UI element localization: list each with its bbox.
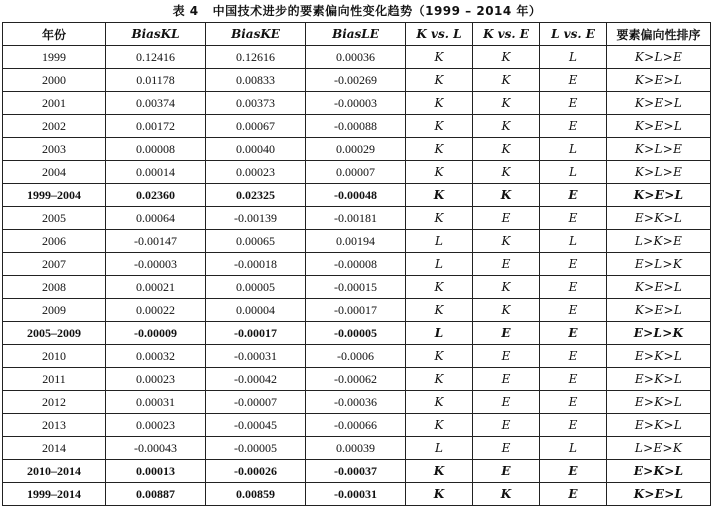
cell-bias-kl: -0.00043 [106,437,206,460]
table-row [3,368,711,391]
table-caption [0,0,714,22]
cell-k-vs-e: E [473,414,540,437]
table-row [3,161,711,184]
cell-l-vs-e: L [540,437,607,460]
cell-k-vs-e: E [473,368,540,391]
cell-bias-le: -0.0006 [306,345,406,368]
cell-k-vs-e: K [473,115,540,138]
cell-l-vs-e: E [540,184,607,207]
cell-bias-ke: -0.00045 [206,414,306,437]
cell-k-vs-e: K [473,276,540,299]
cell-rank: K>E>L [607,483,711,506]
cell-bias-kl: 0.00008 [106,138,206,161]
cell-bias-ke: -0.00018 [206,253,306,276]
cell-year: 1999–2004 [3,184,106,207]
cell-bias-ke: 0.00005 [206,276,306,299]
cell-k-vs-e: E [473,253,540,276]
cell-bias-kl: 0.00032 [106,345,206,368]
cell-bias-le: -0.00066 [306,414,406,437]
cell-l-vs-e: E [540,483,607,506]
cell-k-vs-e: K [473,230,540,253]
cell-rank: E>K>L [607,207,711,230]
table-row [3,138,711,161]
cell-k-vs-l: K [406,161,473,184]
cell-year: 1999 [3,46,106,69]
cell-bias-le: -0.00031 [306,483,406,506]
cell-k-vs-l: K [406,138,473,161]
table-row [3,92,711,115]
cell-bias-le: -0.00088 [306,115,406,138]
cell-year: 2010–2014 [3,460,106,483]
cell-k-vs-e: E [473,460,540,483]
cell-k-vs-l: L [406,253,473,276]
table-row [3,460,711,483]
cell-rank: K>E>L [607,276,711,299]
cell-k-vs-e: E [473,391,540,414]
cell-bias-le: -0.00005 [306,322,406,345]
cell-l-vs-e: L [540,230,607,253]
cell-k-vs-e: K [473,46,540,69]
cell-year: 2006 [3,230,106,253]
cell-bias-ke: 0.02325 [206,184,306,207]
cell-bias-le: 0.00039 [306,437,406,460]
cell-k-vs-e: K [473,161,540,184]
cell-bias-kl: 0.00064 [106,207,206,230]
cell-bias-kl: -0.00147 [106,230,206,253]
cell-l-vs-e: E [540,253,607,276]
cell-k-vs-l: K [406,414,473,437]
cell-rank: E>L>K [607,253,711,276]
cell-bias-kl: 0.00022 [106,299,206,322]
cell-bias-le: -0.00036 [306,391,406,414]
table-row [3,69,711,92]
cell-year: 2007 [3,253,106,276]
cell-k-vs-l: K [406,46,473,69]
cell-k-vs-l: K [406,460,473,483]
cell-bias-ke: -0.00017 [206,322,306,345]
cell-bias-kl: 0.00031 [106,391,206,414]
cell-year: 1999–2014 [3,483,106,506]
cell-l-vs-e: E [540,391,607,414]
table-row [3,46,711,69]
table-number: 表 4 [172,4,199,18]
table-row [3,276,711,299]
cell-rank: L>K>E [607,230,711,253]
cell-bias-kl: 0.00021 [106,276,206,299]
cell-k-vs-l: K [406,345,473,368]
cell-l-vs-e: E [540,368,607,391]
cell-l-vs-e: E [540,299,607,322]
table-row [3,391,711,414]
cell-rank: K>E>L [607,69,711,92]
cell-year: 2010 [3,345,106,368]
cell-bias-le: -0.00269 [306,69,406,92]
cell-bias-le: 0.00036 [306,46,406,69]
cell-bias-le: -0.00008 [306,253,406,276]
cell-bias-kl: 0.00013 [106,460,206,483]
cell-k-vs-e: K [473,138,540,161]
cell-bias-le: 0.00194 [306,230,406,253]
cell-bias-ke: 0.00065 [206,230,306,253]
cell-rank: K>E>L [607,115,711,138]
cell-bias-kl: 0.00023 [106,368,206,391]
table-row [3,230,711,253]
cell-k-vs-e: K [473,184,540,207]
cell-rank: K>L>E [607,46,711,69]
cell-rank: K>L>E [607,138,711,161]
cell-bias-kl: 0.02360 [106,184,206,207]
cell-bias-kl: 0.00887 [106,483,206,506]
table-row [3,299,711,322]
cell-k-vs-l: K [406,299,473,322]
cell-k-vs-e: E [473,345,540,368]
header-l-vs-e: L vs. E [540,23,607,46]
cell-rank: E>K>L [607,368,711,391]
cell-bias-ke: -0.00005 [206,437,306,460]
cell-bias-kl: 0.00023 [106,414,206,437]
cell-k-vs-l: K [406,69,473,92]
table-row [3,345,711,368]
cell-bias-ke: 0.00040 [206,138,306,161]
cell-bias-ke: 0.00023 [206,161,306,184]
cell-year: 2008 [3,276,106,299]
table-title: 中国技术进步的要素偏向性变化趋势（1999 – 2014 年） [212,4,542,18]
cell-rank: E>K>L [607,414,711,437]
cell-bias-ke: 0.00004 [206,299,306,322]
cell-bias-ke: 0.12616 [206,46,306,69]
header-bias-kl: BiasKL [106,23,206,46]
cell-k-vs-l: K [406,483,473,506]
table-row [3,483,711,506]
cell-bias-le: 0.00029 [306,138,406,161]
header-bias-le: BiasLE [306,23,406,46]
cell-k-vs-e: K [473,299,540,322]
cell-bias-ke: 0.00859 [206,483,306,506]
cell-k-vs-l: K [406,92,473,115]
header-bias-ke: BiasKE [206,23,306,46]
cell-year: 2012 [3,391,106,414]
cell-year: 2004 [3,161,106,184]
cell-rank: E>K>L [607,345,711,368]
cell-bias-le: -0.00015 [306,276,406,299]
cell-bias-ke: -0.00139 [206,207,306,230]
header-k-vs-e: K vs. E [473,23,540,46]
cell-year: 2000 [3,69,106,92]
cell-k-vs-e: K [473,92,540,115]
cell-k-vs-l: K [406,207,473,230]
cell-bias-le: -0.00062 [306,368,406,391]
cell-k-vs-l: K [406,184,473,207]
cell-bias-ke: -0.00031 [206,345,306,368]
cell-bias-kl: 0.12416 [106,46,206,69]
cell-year: 2005 [3,207,106,230]
table-row [3,184,711,207]
cell-k-vs-e: K [473,483,540,506]
cell-bias-ke: 0.00373 [206,92,306,115]
cell-year: 2011 [3,368,106,391]
cell-year: 2013 [3,414,106,437]
cell-k-vs-l: K [406,276,473,299]
cell-bias-le: -0.00181 [306,207,406,230]
table-row [3,253,711,276]
cell-bias-le: -0.00048 [306,184,406,207]
cell-k-vs-l: K [406,115,473,138]
cell-l-vs-e: E [540,92,607,115]
cell-l-vs-e: E [540,276,607,299]
cell-rank: K>L>E [607,161,711,184]
cell-rank: L>E>K [607,437,711,460]
cell-k-vs-l: L [406,322,473,345]
cell-year: 2002 [3,115,106,138]
cell-rank: K>E>L [607,299,711,322]
cell-k-vs-e: E [473,322,540,345]
table-row [3,437,711,460]
cell-year: 2003 [3,138,106,161]
header-row [3,23,711,46]
header-rank: 要素偏向性排序 [607,23,711,46]
cell-bias-kl: -0.00003 [106,253,206,276]
cell-bias-kl: -0.00009 [106,322,206,345]
cell-rank: E>K>L [607,460,711,483]
header-year: 年份 [3,23,106,46]
header-k-vs-l: K vs. L [406,23,473,46]
cell-bias-kl: 0.01178 [106,69,206,92]
bias-table [2,22,711,506]
cell-bias-ke: 0.00833 [206,69,306,92]
cell-year: 2009 [3,299,106,322]
cell-k-vs-e: E [473,437,540,460]
cell-k-vs-l: K [406,368,473,391]
cell-bias-le: -0.00037 [306,460,406,483]
table-row [3,115,711,138]
cell-rank: K>E>L [607,184,711,207]
cell-bias-le: -0.00003 [306,92,406,115]
table-body [3,46,711,506]
cell-bias-ke: 0.00067 [206,115,306,138]
table-row [3,207,711,230]
cell-year: 2005–2009 [3,322,106,345]
cell-bias-ke: -0.00026 [206,460,306,483]
cell-rank: E>K>L [607,391,711,414]
cell-bias-ke: -0.00042 [206,368,306,391]
cell-rank: E>L>K [607,322,711,345]
cell-bias-kl: 0.00014 [106,161,206,184]
cell-bias-kl: 0.00374 [106,92,206,115]
table-row [3,322,711,345]
cell-k-vs-l: K [406,391,473,414]
cell-l-vs-e: E [540,115,607,138]
cell-bias-ke: -0.00007 [206,391,306,414]
cell-k-vs-e: K [473,69,540,92]
cell-k-vs-e: E [473,207,540,230]
cell-bias-le: 0.00007 [306,161,406,184]
cell-rank: K>E>L [607,92,711,115]
cell-bias-kl: 0.00172 [106,115,206,138]
table-row [3,414,711,437]
cell-k-vs-l: L [406,437,473,460]
cell-bias-le: -0.00017 [306,299,406,322]
cell-k-vs-l: L [406,230,473,253]
cell-l-vs-e: E [540,460,607,483]
cell-l-vs-e: L [540,138,607,161]
cell-year: 2014 [3,437,106,460]
cell-l-vs-e: L [540,46,607,69]
cell-l-vs-e: E [540,207,607,230]
cell-l-vs-e: E [540,69,607,92]
cell-l-vs-e: E [540,322,607,345]
cell-l-vs-e: L [540,161,607,184]
cell-l-vs-e: E [540,414,607,437]
cell-l-vs-e: E [540,345,607,368]
cell-year: 2001 [3,92,106,115]
